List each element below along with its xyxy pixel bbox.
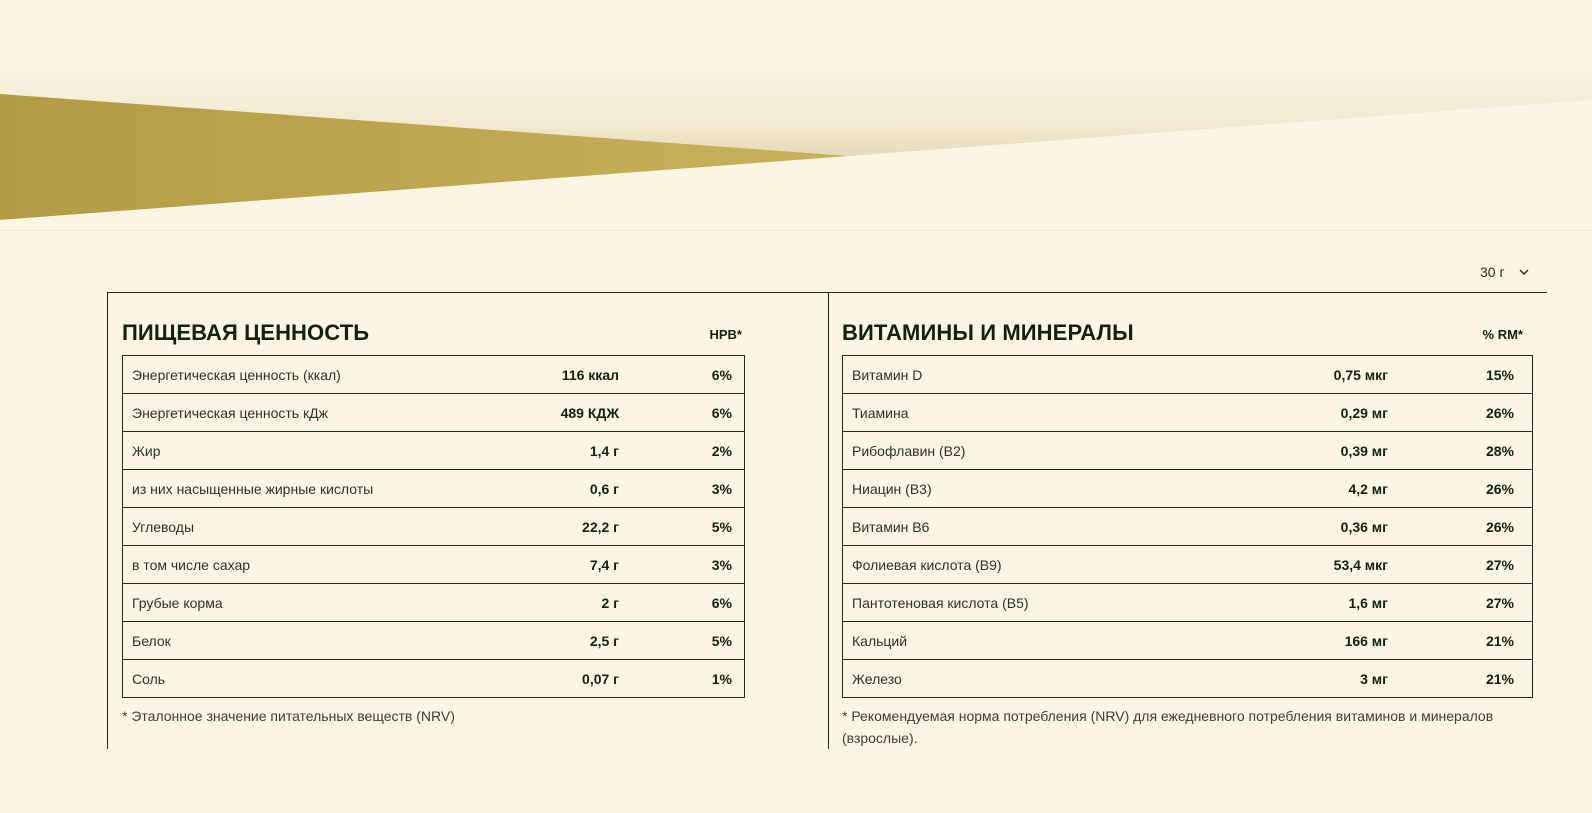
table-row <box>843 584 1532 622</box>
table-row <box>843 470 1532 508</box>
row-name: Железо <box>852 670 902 687</box>
row-name: Энергетическая ценность кДж <box>132 404 328 421</box>
row-amount: 1,6 мг <box>1348 594 1388 611</box>
row-name: Грубые корма <box>132 594 223 611</box>
row-percent: 15% <box>1485 366 1514 383</box>
table-row <box>123 660 744 697</box>
row-amount: 53,4 мкг <box>1333 556 1388 573</box>
row-percent: 6% <box>711 366 732 383</box>
row-name: Ниацин (B3) <box>852 480 932 497</box>
table-row <box>123 394 744 432</box>
vitamins-footnote <box>842 705 1542 749</box>
row-amount: 22,2 г <box>582 518 619 535</box>
row-name: в том числе сахар <box>132 556 251 573</box>
table-row <box>843 432 1532 470</box>
vitamins-column-label: % RM* <box>1482 327 1523 342</box>
table-row <box>843 660 1532 697</box>
vitamins-footnote-line1: * Рекомендуемая норма потребления (NRV) для ежедневного потребления витаминов и минералов <box>842 708 1494 724</box>
row-name: Кальций <box>852 632 908 649</box>
row-percent: 21% <box>1485 670 1514 687</box>
left-border <box>107 292 108 749</box>
row-percent: 21% <box>1485 632 1514 649</box>
table-row <box>123 622 744 660</box>
table-row <box>123 584 744 622</box>
row-name: Витамин D <box>852 366 923 383</box>
row-name: Витамин B6 <box>852 518 930 535</box>
row-name: Рибофлавин (В2) <box>852 442 966 459</box>
row-percent: 27% <box>1485 556 1514 573</box>
center-divider <box>828 292 829 749</box>
row-amount: 0,75 мкг <box>1333 366 1388 383</box>
row-amount: 116 ккал <box>561 366 619 383</box>
row-percent: 2% <box>711 442 732 459</box>
row-percent: 5% <box>711 518 732 535</box>
row-name: Белок <box>132 632 171 649</box>
nutrition-column-label: НРВ* <box>709 327 742 342</box>
nutrition-table <box>122 355 745 698</box>
nutrition-title: ПИЩЕВАЯ ЦЕННОСТЬ <box>122 320 370 345</box>
row-name: Пантотеновая кислота (B5) <box>852 594 1029 611</box>
row-percent: 26% <box>1485 404 1514 421</box>
row-name: из них насыщенные жирные кислоты <box>132 480 374 497</box>
row-amount: 0,07 г <box>582 670 619 687</box>
row-amount: 4,2 мг <box>1348 480 1388 497</box>
vitamins-table <box>842 355 1533 698</box>
table-row <box>843 356 1532 394</box>
row-amount: 489 КДЖ <box>560 404 619 421</box>
row-name: Энергетическая ценность (ккал) <box>132 366 341 383</box>
row-amount: 7,4 г <box>589 556 619 573</box>
row-name: Соль <box>132 670 166 687</box>
row-percent: 6% <box>711 594 732 611</box>
row-amount: 0,6 г <box>589 480 619 497</box>
chevron-down-icon <box>1517 265 1531 279</box>
row-name: Фолиевая кислота (B9) <box>852 556 1002 573</box>
row-name: Углеводы <box>132 518 195 535</box>
table-row <box>843 508 1532 546</box>
table-row <box>123 508 744 546</box>
row-percent: 27% <box>1485 594 1514 611</box>
portion-value: 30 г <box>1480 264 1505 280</box>
row-percent: 26% <box>1485 518 1514 535</box>
row-percent: 3% <box>711 480 732 497</box>
decorative-banner <box>0 0 1592 232</box>
portion-selector[interactable] <box>1480 261 1550 283</box>
row-amount: 2,5 г <box>589 632 619 649</box>
row-amount: 0,36 мг <box>1340 518 1388 535</box>
row-amount: 1,4 г <box>589 442 619 459</box>
row-amount: 2 г <box>601 594 619 611</box>
row-name: Жир <box>132 442 161 459</box>
table-row <box>123 470 744 508</box>
row-percent: 1% <box>711 670 732 687</box>
row-amount: 3 мг <box>1360 670 1388 687</box>
vitamins-footnote-line2: (взрослые). <box>842 730 918 746</box>
row-amount: 166 мг <box>1344 632 1388 649</box>
section-top-border <box>107 292 1547 293</box>
table-row <box>843 546 1532 584</box>
table-row <box>843 622 1532 660</box>
banner-divider <box>0 230 1592 231</box>
row-percent: 6% <box>711 404 732 421</box>
table-row <box>123 546 744 584</box>
table-row <box>123 356 744 394</box>
row-amount: 0,39 мг <box>1340 442 1388 459</box>
table-row <box>843 394 1532 432</box>
row-name: Тиамина <box>852 404 909 421</box>
table-row <box>123 432 744 470</box>
row-percent: 5% <box>711 632 732 649</box>
row-percent: 26% <box>1485 480 1514 497</box>
nutrition-footnote: * Эталонное значение питательных веществ (NRV) <box>122 708 455 724</box>
row-percent: 3% <box>711 556 732 573</box>
row-amount: 0,29 мг <box>1340 404 1388 421</box>
row-percent: 28% <box>1485 442 1514 459</box>
vitamins-title: ВИТАМИНЫ И МИНЕРАЛЫ <box>842 320 1134 345</box>
